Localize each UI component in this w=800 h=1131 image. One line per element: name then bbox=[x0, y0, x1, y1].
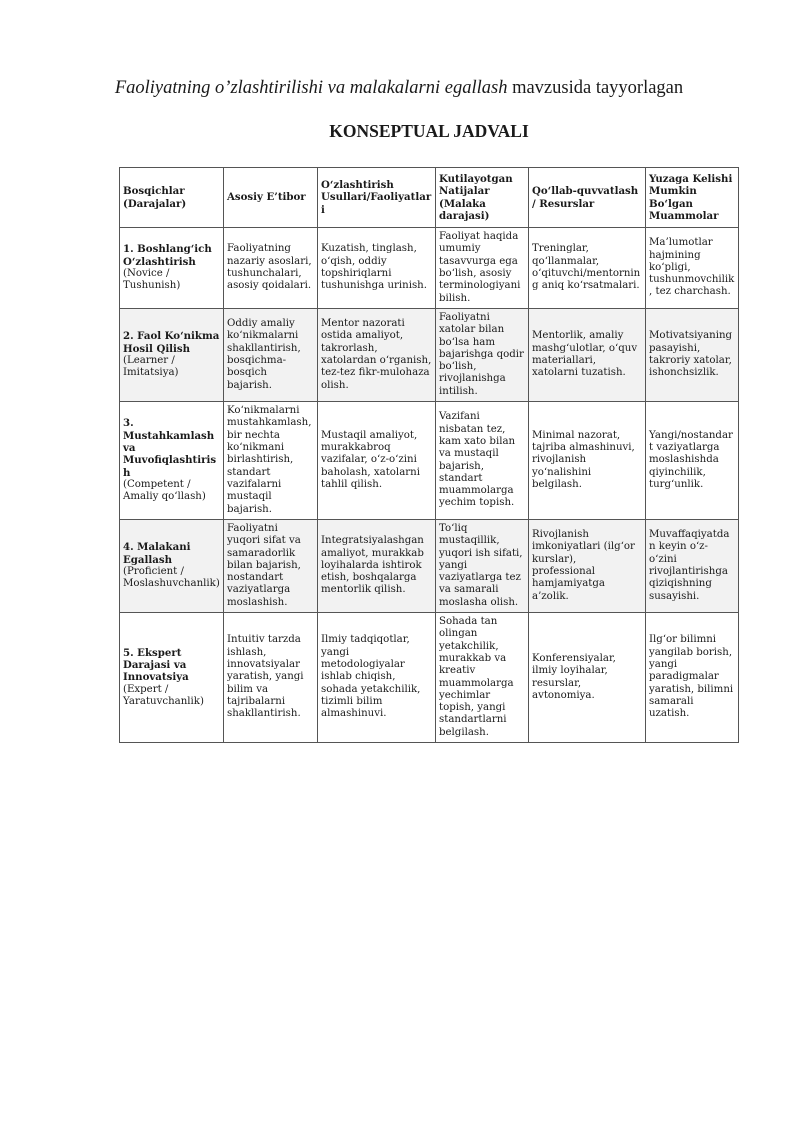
methods-cell: Ilmiy tadqiqotlar, yangi metodologiyalar ishlab chiqish, sohada yetakchilik, tizimli bilim almashinuvi. bbox=[318, 613, 436, 743]
problems-cell: Ma’lumotlar hajmining ko‘pligi, tushunmovchilik, tez charchash. bbox=[646, 228, 739, 309]
problems-cell: Muvaffaqiyatdan keyin o‘z-o‘zini rivojlantirishga qiziqishning susayishi. bbox=[646, 520, 739, 613]
stage-cell bbox=[120, 520, 224, 613]
methods-cell: Integratsiyalashgan amaliyot, murakkab loyihalarda ishtirok etish, boshqalarga mentorlik qilish. bbox=[318, 520, 436, 613]
table-row bbox=[120, 402, 739, 520]
methods-cell: Mentor nazorati ostida amaliyot, takrorlash, xatolardan o‘rganish, tez-tez fikr-mulohaza olish. bbox=[318, 309, 436, 402]
stage-cell bbox=[120, 402, 224, 520]
subtitle-italic-part: Faoliyatning o’zlashtirilishi va malakalarni egallash bbox=[114, 78, 508, 98]
methods-cell: Mustaqil amaliyot, murakkabroq vazifalar, o‘z-o‘zini baholash, xatolarni tahlil qilish. bbox=[318, 402, 436, 520]
focus-cell: Oddiy amaliy ko‘nikmalarni shakllantirish, bosqichma-bosqich bajarish. bbox=[224, 309, 318, 402]
stage-name: 3. Mustahkamlash va Muvofiqlashtirish bbox=[123, 417, 217, 479]
table-header-row bbox=[120, 168, 739, 228]
table-row bbox=[120, 520, 739, 613]
header-results: Kutilayotgan Natijalar (Malaka darajasi) bbox=[436, 168, 529, 228]
problems-cell: Motivatsiyaning pasayishi, takroriy xatolar, ishonchsizlik. bbox=[646, 309, 739, 402]
table-row bbox=[120, 309, 739, 402]
stage-subtitle: (Competent / Amaliy qo‘llash) bbox=[123, 478, 206, 503]
methods-cell: Kuzatish, tinglash, o‘qish, oddiy topshiriqlarni tushunishga urinish. bbox=[318, 228, 436, 309]
header-methods: O‘zlashtirish Usullari/Faoliyatlari bbox=[318, 168, 436, 228]
support-cell: Konferensiyalar, ilmiy loyihalar, resurslar, avtonomiya. bbox=[529, 613, 646, 743]
stage-name: 4. Malakani Egallash bbox=[123, 541, 191, 566]
table-row bbox=[120, 613, 739, 743]
focus-cell: Ko‘nikmalarni mustahkamlash, bir nechta ko‘nikmani birlashtirish, standart vazifalarni mustaqil bajarish. bbox=[224, 402, 318, 520]
header-focus: Asosiy E’tibor bbox=[224, 168, 318, 228]
results-cell: Faoliyat haqida umumiy tasavvurga ega bo‘lish, asosiy terminologiyani bilish. bbox=[436, 228, 529, 309]
stage-cell bbox=[120, 613, 224, 743]
stage-name: 5. Ekspert Darajasi va Innovatsiya bbox=[123, 646, 189, 684]
stage-subtitle: (Novice / Tushunish) bbox=[123, 268, 181, 292]
focus-cell: Intuitiv tarzda ishlash, innovatsiyalar yaratish, yangi bilim va tajribalarni shakllantirish. bbox=[224, 613, 318, 743]
stage-name: 2. Faol Ko‘nikma Hosil Qilish bbox=[123, 330, 220, 355]
stage-cell bbox=[120, 228, 224, 309]
subtitle-regular-part: mavzusida tayyorlagan bbox=[507, 78, 684, 98]
header-support: Qo‘llab-quvvatlash / Resurslar bbox=[529, 168, 646, 228]
support-cell: Treninglar, qo‘llanmalar, o‘qituvchi/mentorning aniq ko‘rsatmalari. bbox=[529, 228, 646, 309]
table-row bbox=[120, 228, 739, 309]
document-title: KONSEPTUAL JADVALI bbox=[329, 121, 529, 141]
results-cell: Faoliyatni xatolar bilan bo‘lsa ham bajarishga qodir bo‘lish, rivojlanishga intilish. bbox=[436, 309, 529, 402]
header-stages: Bosqichlar (Darajalar) bbox=[120, 168, 224, 228]
document-subtitle bbox=[40, 76, 758, 100]
focus-cell: Faoliyatning nazariy asoslari, tushunchalari, asosiy qoidalari. bbox=[224, 228, 318, 309]
focus-cell: Faoliyatni yuqori sifat va samaradorlik bilan bajarish, nostandart vaziyatlarga moslashish. bbox=[224, 520, 318, 613]
stage-name: 1. Boshlang‘ich O‘zlashtirish bbox=[123, 243, 212, 268]
results-cell: Sohada tan olingan yetakchilik, murakkab va kreativ muammolarga yechimlar topish, yangi standartlarni belgilash. bbox=[436, 613, 529, 743]
support-cell: Mentorlik, amaliy mashg‘ulotlar, o‘quv materiallari, xatolarni tuzatish. bbox=[529, 309, 646, 402]
stage-subtitle: (Expert / Yaratuvchanlik) bbox=[123, 683, 204, 707]
stage-subtitle: (Proficient / Moslashuvchanlik) bbox=[123, 566, 220, 590]
results-cell: To‘liq mustaqillik, yuqori ish sifati, yangi vaziyatlarga tez va samarali moslasha olish. bbox=[436, 520, 529, 613]
concept-table bbox=[119, 167, 739, 743]
problems-cell: Yangi/nostandart vaziyatlarga moslashishda qiyinchilik, turg‘unlik. bbox=[646, 402, 739, 520]
results-cell: Vazifani nisbatan tez, kam xato bilan va mustaqil bajarish, standart muammolarga yechim topish. bbox=[436, 402, 529, 520]
stage-cell bbox=[120, 309, 224, 402]
support-cell: Minimal nazorat, tajriba almashinuvi, rivojlanish yo‘nalishini belgilash. bbox=[529, 402, 646, 520]
support-cell: Rivojlanish imkoniyatlari (ilg‘or kurslar), professional hamjamiyatga a’zolik. bbox=[529, 520, 646, 613]
problems-cell: Ilg‘or bilimni yangilab borish, yangi paradigmalar yaratish, bilimni samarali uzatish. bbox=[646, 613, 739, 743]
header-problems: Yuzaga Kelishi Mumkin Bo‘lgan Muammolar bbox=[646, 168, 739, 228]
stage-subtitle: (Learner / Imitatsiya) bbox=[123, 355, 179, 379]
